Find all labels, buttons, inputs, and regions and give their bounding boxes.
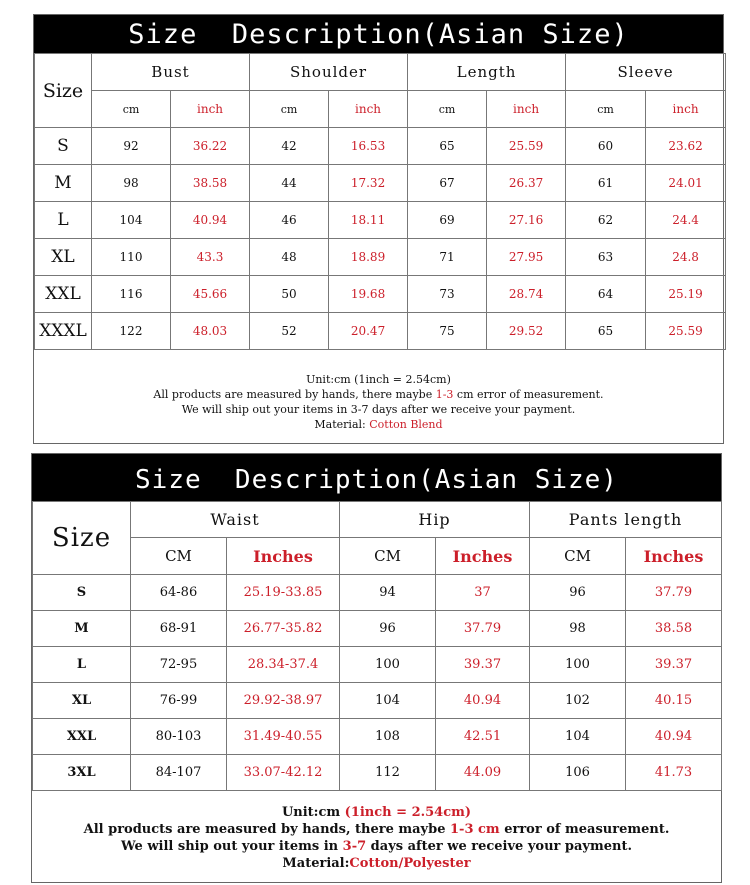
bottom-shipping-note [32, 838, 721, 855]
inch-value-cell: 18.89 [329, 239, 408, 276]
table-row [35, 239, 726, 276]
inch-value-cell: 37.79 [436, 611, 530, 647]
length-cm-header: cm [408, 91, 487, 128]
unit-conversion: (1inch = 2.54cm) [354, 373, 451, 386]
pants-length-header: Pants length [530, 502, 722, 538]
cm-value-cell: 122 [92, 313, 171, 350]
material-value: Cotton Blend [369, 418, 443, 431]
bottom-unit-note-prefix: Unit:cm [281, 805, 345, 820]
bottom-material-value: Cotton/Polyester [349, 856, 471, 871]
bottom-shipping-days: 3-7 [342, 839, 367, 854]
size-label: L [33, 647, 131, 683]
size-label: XL [35, 239, 92, 276]
cm-value-cell: 108 [340, 719, 436, 755]
inch-value-cell: 25.19-33.85 [227, 575, 340, 611]
cm-value-cell: 94 [340, 575, 436, 611]
measurement-note [34, 387, 723, 402]
inch-value-cell: 42.51 [436, 719, 530, 755]
cm-value-cell: 62 [566, 202, 646, 239]
cm-value-cell: 98 [92, 165, 171, 202]
table-row [33, 611, 722, 647]
inch-value-cell: 40.94 [171, 202, 250, 239]
inch-value-cell: 17.32 [329, 165, 408, 202]
inch-value-cell: 41.73 [626, 755, 722, 791]
cm-value-cell: 64-86 [131, 575, 227, 611]
hip-inches-header: Inches [436, 538, 530, 575]
bottom-size-table [32, 501, 722, 791]
size-label: M [35, 165, 92, 202]
inch-value-cell: 44.09 [436, 755, 530, 791]
cm-value-cell: 46 [250, 202, 329, 239]
cm-value-cell: 100 [530, 647, 626, 683]
inch-value-cell: 26.37 [487, 165, 566, 202]
inch-value-cell: 37 [436, 575, 530, 611]
bottom-material-label: Material: [282, 856, 350, 871]
size-label: S [33, 575, 131, 611]
bottom-measurement-note [32, 821, 721, 838]
shoulder-header: Shoulder [250, 54, 408, 91]
length-header: Length [408, 54, 566, 91]
bottom-unit-conversion: (1inch = 2.54cm) [344, 805, 472, 820]
cm-value-cell: 104 [340, 683, 436, 719]
bottom-size-column-header: Size [33, 502, 131, 575]
sleeve-header: Sleeve [566, 54, 726, 91]
cm-value-cell: 106 [530, 755, 626, 791]
inch-value-cell: 38.58 [626, 611, 722, 647]
table-row [33, 719, 722, 755]
bottom-unit-note [32, 804, 721, 821]
sleeve-cm-header: cm [566, 91, 646, 128]
inch-value-cell: 25.59 [487, 128, 566, 165]
bottom-chart-title: Size Description(Asian Size) [32, 454, 721, 501]
inch-value-cell: 40.15 [626, 683, 722, 719]
cm-value-cell: 92 [92, 128, 171, 165]
inch-value-cell: 19.68 [329, 276, 408, 313]
top-chart-title: Size Description(Asian Size) [34, 15, 723, 53]
inch-value-cell: 39.37 [626, 647, 722, 683]
inch-value-cell: 16.53 [329, 128, 408, 165]
bottom-material-note [32, 855, 721, 872]
inch-value-cell: 33.07-42.12 [227, 755, 340, 791]
table-row [35, 313, 726, 350]
cm-value-cell: 116 [92, 276, 171, 313]
waist-cm-header: CM [131, 538, 227, 575]
cm-value-cell: 98 [530, 611, 626, 647]
inch-value-cell: 38.58 [171, 165, 250, 202]
bottom-size-chart [31, 453, 722, 883]
inch-value-cell: 18.11 [329, 202, 408, 239]
unit-note-prefix: Unit:cm [306, 373, 355, 386]
table-row [33, 575, 722, 611]
pants-length-inches-header: Inches [626, 538, 722, 575]
cm-value-cell: 102 [530, 683, 626, 719]
cm-value-cell: 71 [408, 239, 487, 276]
inch-value-cell: 48.03 [171, 313, 250, 350]
sleeve-inch-header: inch [646, 91, 726, 128]
shoulder-cm-header: cm [250, 91, 329, 128]
cm-value-cell: 48 [250, 239, 329, 276]
inch-value-cell: 28.74 [487, 276, 566, 313]
top-size-table [34, 53, 726, 350]
table-row [35, 276, 726, 313]
bottom-shipping-note-prefix: We will ship out your items in [121, 839, 343, 854]
inch-value-cell: 27.95 [487, 239, 566, 276]
inch-value-cell: 40.94 [626, 719, 722, 755]
cm-value-cell: 52 [250, 313, 329, 350]
shipping-note: We will ship out your items in 3-7 days after we receive your payment. [181, 403, 576, 416]
table-row [35, 202, 726, 239]
cm-value-cell: 65 [408, 128, 487, 165]
cm-value-cell: 69 [408, 202, 487, 239]
inch-value-cell: 24.01 [646, 165, 726, 202]
cm-value-cell: 80-103 [131, 719, 227, 755]
inch-value-cell: 24.8 [646, 239, 726, 276]
cm-value-cell: 104 [530, 719, 626, 755]
cm-value-cell: 44 [250, 165, 329, 202]
inch-value-cell: 37.79 [626, 575, 722, 611]
size-label: XXXL [35, 313, 92, 350]
cm-value-cell: 75 [408, 313, 487, 350]
measurement-note-prefix: All products are measured by hands, there maybe [153, 388, 436, 401]
cm-value-cell: 73 [408, 276, 487, 313]
material-label: Material: [314, 418, 370, 431]
cm-value-cell: 112 [340, 755, 436, 791]
cm-value-cell: 67 [408, 165, 487, 202]
measurement-error-range: 1-3 [435, 388, 454, 401]
inch-value-cell: 43.3 [171, 239, 250, 276]
inch-value-cell: 29.52 [487, 313, 566, 350]
hip-cm-header: CM [340, 538, 436, 575]
size-column-header: Size [35, 54, 92, 128]
bust-inch-header: inch [171, 91, 250, 128]
cm-value-cell: 96 [530, 575, 626, 611]
inch-value-cell: 25.59 [646, 313, 726, 350]
inch-value-cell: 45.66 [171, 276, 250, 313]
bottom-measurement-note-prefix: All products are measured by hands, there maybe [83, 822, 450, 837]
inch-value-cell: 36.22 [171, 128, 250, 165]
cm-value-cell: 72-95 [131, 647, 227, 683]
bottom-chart-notes [32, 791, 721, 880]
measurement-note-suffix: cm error of measurement. [453, 388, 604, 401]
material-note [34, 417, 723, 432]
cm-value-cell: 76-99 [131, 683, 227, 719]
cm-value-cell: 50 [250, 276, 329, 313]
pants-length-cm-header: CM [530, 538, 626, 575]
size-label: L [35, 202, 92, 239]
hip-header: Hip [340, 502, 530, 538]
table-row [33, 647, 722, 683]
cm-value-cell: 63 [566, 239, 646, 276]
bust-cm-header: cm [92, 91, 171, 128]
bottom-shipping-note-suffix: days after we receive your payment. [366, 839, 632, 854]
cm-value-cell: 68-91 [131, 611, 227, 647]
size-label: XL [33, 683, 131, 719]
cm-value-cell: 64 [566, 276, 646, 313]
shoulder-inch-header: inch [329, 91, 408, 128]
bottom-measurement-note-suffix: error of measurement. [499, 822, 670, 837]
length-inch-header: inch [487, 91, 566, 128]
table-row [35, 165, 726, 202]
table-row [33, 755, 722, 791]
cm-value-cell: 60 [566, 128, 646, 165]
size-label: XXL [35, 276, 92, 313]
table-row [35, 128, 726, 165]
inch-value-cell: 28.34-37.4 [227, 647, 340, 683]
cm-value-cell: 96 [340, 611, 436, 647]
inch-value-cell: 26.77-35.82 [227, 611, 340, 647]
inch-value-cell: 40.94 [436, 683, 530, 719]
inch-value-cell: 31.49-40.55 [227, 719, 340, 755]
size-label: 3XL [33, 755, 131, 791]
inch-value-cell: 25.19 [646, 276, 726, 313]
cm-value-cell: 104 [92, 202, 171, 239]
inch-value-cell: 20.47 [329, 313, 408, 350]
top-size-chart [33, 14, 724, 444]
inch-value-cell: 29.92-38.97 [227, 683, 340, 719]
top-chart-notes [34, 350, 723, 447]
inch-value-cell: 27.16 [487, 202, 566, 239]
size-label: S [35, 128, 92, 165]
table-row [33, 683, 722, 719]
inch-value-cell: 39.37 [436, 647, 530, 683]
unit-note [34, 372, 723, 387]
size-label: M [33, 611, 131, 647]
cm-value-cell: 100 [340, 647, 436, 683]
cm-value-cell: 42 [250, 128, 329, 165]
inch-value-cell: 23.62 [646, 128, 726, 165]
waist-inches-header: Inches [227, 538, 340, 575]
size-label: XXL [33, 719, 131, 755]
cm-value-cell: 65 [566, 313, 646, 350]
waist-header: Waist [131, 502, 340, 538]
inch-value-cell: 24.4 [646, 202, 726, 239]
bust-header: Bust [92, 54, 250, 91]
cm-value-cell: 110 [92, 239, 171, 276]
bottom-measurement-error-range: 1-3 cm [450, 822, 500, 837]
cm-value-cell: 84-107 [131, 755, 227, 791]
cm-value-cell: 61 [566, 165, 646, 202]
